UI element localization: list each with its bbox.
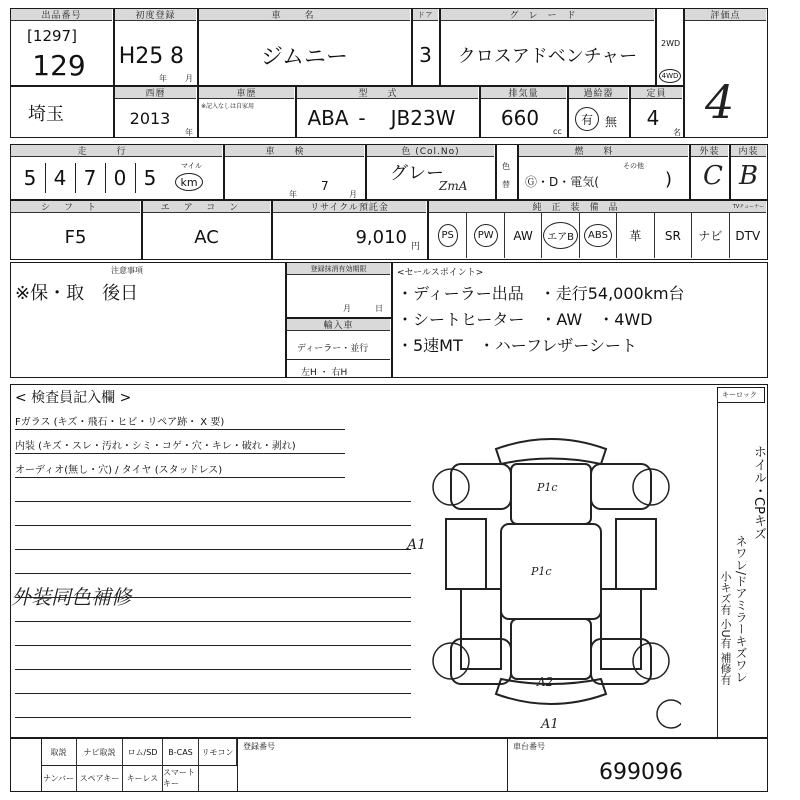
mileage-digit-3: 7 [83, 166, 97, 190]
caution-label: 注意事項 [111, 266, 143, 275]
drive-2wd: 2WD [661, 39, 681, 48]
year-box [114, 86, 198, 138]
fuel-options: Ⓖ・D・電気( [525, 175, 599, 189]
footer-item-6: ナンバー [41, 765, 77, 791]
footer-item-3: ロム/SD [123, 739, 163, 765]
ac-box [142, 200, 272, 260]
equipment-item [691, 213, 728, 258]
lot-box [10, 8, 114, 86]
key-lock-label: キーロック [722, 391, 757, 399]
mark-a2: A2 [537, 675, 554, 689]
equipment-item [729, 213, 766, 258]
inspection-month-value: 7 [321, 179, 329, 193]
color-box [366, 144, 496, 200]
doors: 3 [419, 43, 432, 67]
inspection-date-box [224, 144, 366, 200]
drive-4wd-circled [659, 69, 681, 83]
interior-grade: B [739, 161, 759, 191]
handwritten-note: 外装同色補修 [11, 585, 131, 609]
vertical-note-2: ネワレ/ドアミラーキズワレ [734, 535, 748, 684]
model-prefix: ABA [307, 106, 349, 130]
displacement-label: 排気量 [481, 87, 566, 99]
shift-box [10, 200, 142, 260]
footer-item-8: キーレス [123, 765, 163, 791]
first-reg-month: 8 [170, 43, 184, 69]
exterior-grade: C [703, 161, 723, 191]
color-change-1: 色 [502, 162, 510, 171]
frame-number: 699096 [599, 759, 683, 785]
caution-text: ※保・取 後日 [15, 283, 139, 304]
lot-bracket: [1297] [27, 27, 77, 45]
footer-item-7: スペアキー [77, 765, 123, 791]
vehicle-note: ※記入なしは自家用 [201, 103, 255, 110]
fuel-close: ) [665, 169, 673, 190]
turbo-label: 過給器 [569, 87, 628, 99]
exterior-box [690, 144, 730, 200]
equipment-row [429, 213, 766, 258]
sales-box [392, 262, 768, 378]
shift: F5 [64, 226, 87, 248]
mileage-unit-mile: マイル [181, 162, 202, 170]
mileage-km-circled [175, 173, 203, 191]
frame-label: 車台番号 [513, 742, 545, 751]
doors-box [412, 8, 440, 86]
equipment-label-text: エアB [543, 222, 578, 249]
year: 2013 [129, 108, 171, 128]
grade: クロスアドベンチャー [457, 46, 638, 67]
equipment-label-text: DTV [735, 228, 761, 243]
mileage-digit-2: 4 [53, 166, 67, 190]
seats-suffix: 名 [673, 128, 681, 137]
import-value: ディーラー・並行 [297, 344, 369, 354]
mileage-box [10, 144, 224, 200]
glass-line: Fガラス (キズ・飛石・ヒビ・リペア跡・ X 要) [15, 417, 225, 428]
reg-number-label: 登録番号 [243, 742, 275, 751]
seats-label: 定員 [631, 87, 682, 99]
color-code: ZmA [439, 179, 468, 193]
shift-label: シフト [11, 201, 140, 213]
equipment-label-text: SR [664, 228, 681, 243]
equipment-item [541, 213, 578, 258]
handle: 左H ・ 右H [301, 368, 348, 378]
color: グレー [390, 163, 444, 184]
fuel-box [518, 144, 690, 200]
score-box [684, 8, 768, 138]
month-suffix: 月 [185, 74, 193, 83]
year2-suffix: 年 [185, 128, 193, 137]
model-label: 型式 [297, 87, 478, 99]
equipment-item [429, 213, 466, 258]
mark-p1c-mid: P1c [531, 565, 552, 578]
region-box [10, 86, 114, 138]
seats-box [630, 86, 684, 138]
equipment-label-text: AW [513, 228, 533, 243]
mileage-digit-5: 5 [143, 166, 157, 190]
import-box [286, 318, 392, 378]
equipment-item [466, 213, 503, 258]
key-lock-box [717, 387, 765, 403]
turbo-no: 無 [605, 115, 618, 129]
model-box [296, 86, 480, 138]
drive-4wd: 4WD [661, 72, 679, 80]
fuel-other: その他 [623, 162, 644, 170]
seats: 4 [646, 106, 660, 130]
first-reg-box [114, 8, 198, 86]
region: 埼玉 [28, 104, 64, 125]
lot-label: 出品番号 [11, 9, 112, 21]
equipment-box [428, 200, 768, 260]
reg-deadline-box [286, 262, 392, 318]
car-name: ジムニー [260, 44, 349, 70]
interior-line: 内装 (キズ・スレ・汚れ・シミ・コゲ・穴・キレ・破れ・剥れ) [15, 441, 296, 452]
displacement: 660 [500, 106, 540, 130]
equipment-label: 純正装備品 [429, 201, 731, 213]
turbo-yes: 有 [580, 112, 593, 127]
first-reg-label: 初度登録 [115, 9, 196, 21]
equipment-label-text: 革 [629, 229, 642, 243]
recycle-unit: 円 [411, 242, 421, 252]
inspection-title: < 検査員記入欄 > [15, 390, 132, 406]
lot-number: 129 [32, 48, 86, 82]
vehicle-history-label: 車歴 [199, 87, 294, 99]
vertical-note-3: 小キズ有 小U有 補修有 [719, 571, 732, 686]
car-name-box [198, 8, 412, 86]
equipment-label-text: ナビ [698, 229, 723, 243]
color-change-2: 替 [502, 180, 510, 189]
displacement-box [480, 86, 568, 138]
deadline-day: 日 [375, 304, 383, 313]
score: 4 [705, 75, 735, 129]
inspection-box [10, 384, 768, 738]
recycle: 9,010 [355, 226, 407, 248]
footer-item-4: B-CAS [163, 739, 199, 765]
vertical-note-1: ホイル・CPキズ [751, 445, 766, 540]
equipment-label-text: ABS [584, 224, 612, 247]
interior-box [730, 144, 768, 200]
color-label: 色 (Col.No) [367, 145, 494, 157]
vehicle-history-box [198, 86, 296, 138]
audio-line: オーディオ(無し・穴) / タイヤ (スタッドレス) [15, 465, 223, 476]
year-suffix: 年 [159, 74, 167, 83]
mileage-digit-1: 5 [23, 166, 37, 190]
doors-label: ドア [413, 9, 438, 21]
ac-label: エアコン [143, 201, 270, 213]
model-dash: - [358, 106, 366, 130]
cc-unit: cc [553, 127, 562, 136]
recycle-label: リサイクル預託金 [273, 201, 426, 213]
grade-box [440, 8, 656, 86]
equipment-label-text: PS [438, 224, 458, 247]
reg-deadline-label: 登録抹消有効期限 [287, 263, 390, 275]
turbo-box [568, 86, 630, 138]
exterior-label: 外装 [691, 145, 728, 157]
mark-a1-left: A1 [407, 537, 427, 553]
sales-label: <セールスポイント> [397, 268, 484, 278]
footer-box [10, 738, 768, 792]
caution-box [10, 262, 286, 378]
equipment-item [504, 213, 541, 258]
footer-item-9: スマートキー [163, 765, 199, 791]
drive-box [656, 8, 684, 86]
sales-point-1: ・ディーラー出品 ・走行54,000km台 [397, 284, 685, 303]
import-label: 輸入車 [287, 319, 390, 331]
first-reg-era: H25 [118, 43, 164, 69]
equipment-item [616, 213, 653, 258]
inspection-year: 年 [289, 190, 297, 199]
equipment-label-text: PW [474, 224, 498, 247]
equipment-item [654, 213, 691, 258]
inspection-date-label: 車検 [225, 145, 364, 157]
equipment-item [579, 213, 616, 258]
mark-p1c-top: P1c [537, 481, 558, 494]
sales-point-2: ・シートヒーター ・AW ・4WD [397, 310, 653, 329]
sales-point-3: ・5速MT ・ハーフレザーシート [397, 336, 637, 355]
footer-item-2: ナビ取説 [77, 739, 123, 765]
tv-tuner-label: TVチューナー [731, 201, 766, 213]
score-label: 評価点 [685, 9, 766, 21]
grade-label: グレード [441, 9, 654, 21]
mark-a1-bottom: A1 [541, 717, 559, 732]
deadline-month: 月 [343, 304, 351, 313]
color-change-box [496, 144, 518, 200]
year-label: 西暦 [115, 87, 196, 99]
mileage-digit-4: 0 [113, 166, 127, 190]
mileage-label: 走行 [11, 145, 222, 157]
car-name-label: 車名 [199, 9, 410, 21]
inspection-month: 月 [349, 190, 357, 199]
mileage-unit-km: km [180, 175, 198, 189]
interior-label: 内装 [731, 145, 766, 157]
fuel-label: 燃料 [519, 145, 688, 157]
recycle-box [272, 200, 428, 260]
turbo-yes-circled [575, 107, 599, 131]
footer-item-5: リモコン [199, 739, 237, 765]
ac: AC [194, 226, 219, 248]
footer-item-1: 取説 [41, 739, 77, 765]
model-code: JB23W [390, 106, 456, 130]
